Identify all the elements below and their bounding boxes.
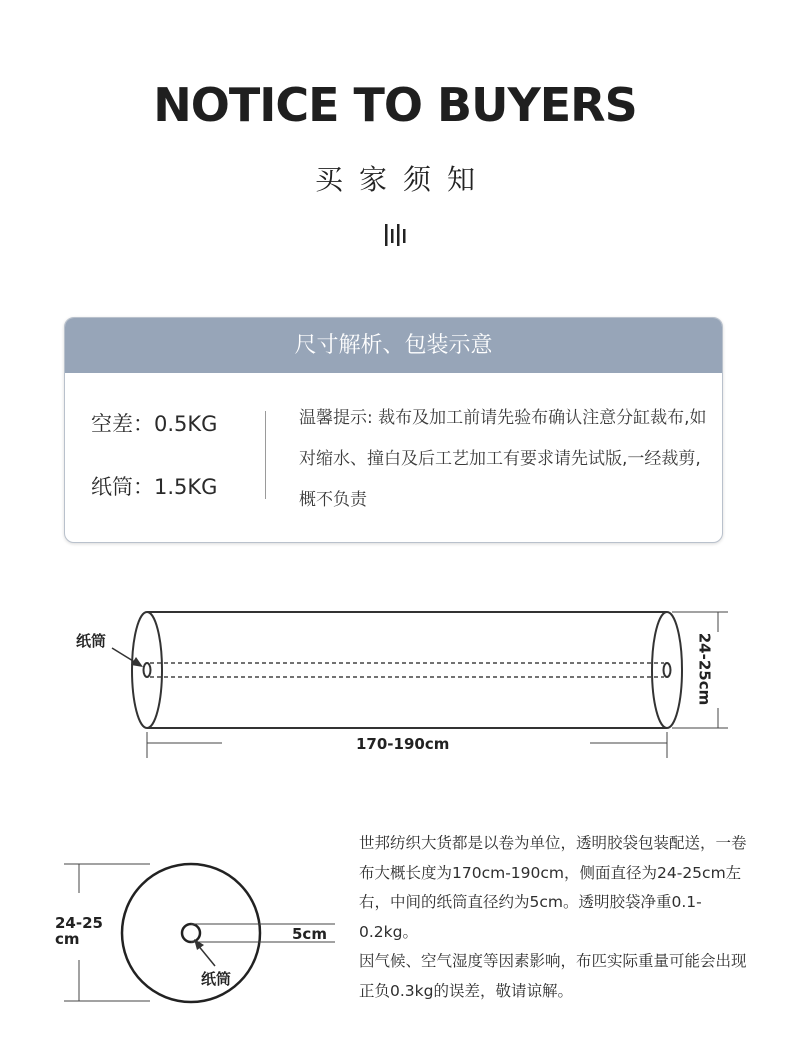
cross-diameter-label	[55, 915, 103, 947]
cross-tube-label: 纸筒	[201, 970, 232, 988]
page-title: NOTICE TO BUYERS	[153, 78, 637, 132]
description-paragraph-2: 因气候、空气湿度等因素影响，布匹实际重量可能会出现正负0.3kg的误差，敬请谅解。	[359, 952, 747, 1000]
card-note: 温馨提示: 裁布及加工前请先验布确认注意分缸裁布,如对缩水、撞白及后工艺加工有要求请先试版,一经裁剪,概不负责	[299, 408, 707, 510]
card-header: 尺寸解析、包装示意	[65, 318, 722, 373]
page-subtitle: 买家须知	[314, 163, 491, 196]
cross-diameter-value: 24-25	[55, 914, 103, 932]
description-paragraph-1: 世邦纺织大货都是以卷为单位，透明胶袋包装配送，一卷布大概长度为170cm-190cm，侧面直径为24-25cm左右，中间的纸筒直径约为5cm。透明胶袋净重0.1-0.2kg。	[359, 834, 747, 941]
packaging-description	[359, 829, 759, 1006]
tube-diameter-label: 5cm	[292, 925, 327, 943]
cross-diameter-unit: cm	[55, 930, 80, 948]
roll-length-label: 170-190cm	[356, 735, 450, 753]
spec-paper-tube: 纸筒：1.5KG	[91, 475, 218, 499]
roll-tube-label: 纸筒	[76, 632, 107, 650]
roll-diameter-label: 24-25cm	[695, 632, 714, 706]
spec-empty-tolerance: 空差：0.5KG	[91, 412, 218, 436]
